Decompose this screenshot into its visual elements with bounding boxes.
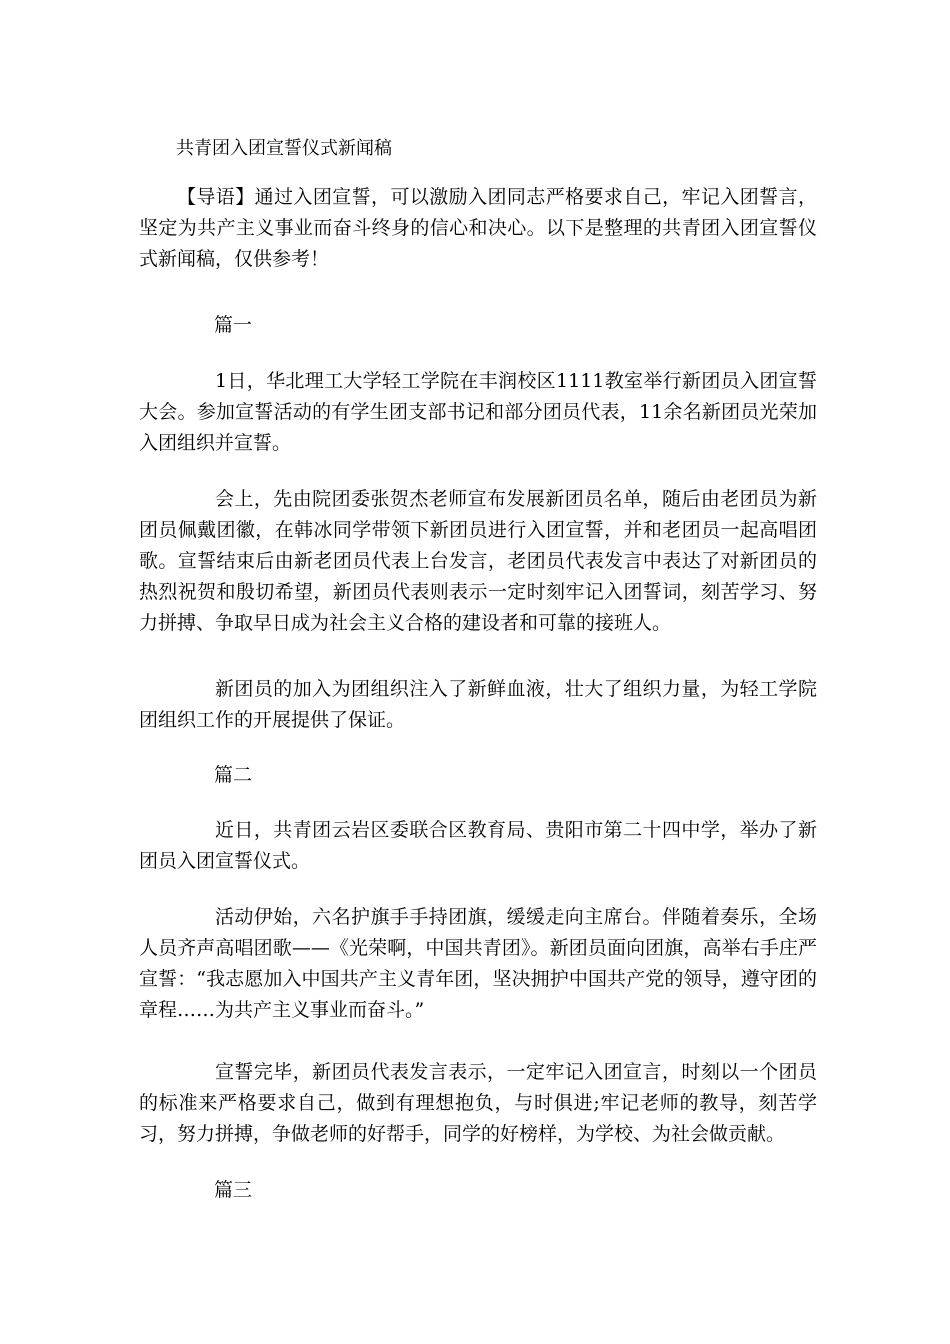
document-title: 共青团入团宣誓仪式新闻稿 [176, 138, 392, 159]
section1-paragraph-1: 1日，华北理工大学轻工学院在丰润校区1111教室举行新团员入团宣誓大会。参加宣誓活动的有学生团支部书记和部分团员代表，11余名新团员光荣加入团组织并宣誓。 [139, 370, 817, 454]
section-heading-1: 篇一 [214, 314, 253, 336]
section2-paragraph-3: 宣誓完毕，新团员代表发言表示，一定牢记入团宣言，时刻以一个团员的标准来严格要求自己，做到有理想抱负，与时俱进;牢记老师的教导，刻苦学习，努力拼搏，争做老师的好帮手，同学的好榜样，为学校、为社会做贡献。 [139, 1061, 817, 1145]
section1-paragraph-2: 会上，先由院团委张贺杰老师宣布发展新团员名单，随后由老团员为新团员佩戴团徽，在韩冰同学带领下新团员进行入团宣誓，并和老团员一起高唱团歌。宣誓结束后由新老团员代表上台发言，老团员代表发言中表达了对新团员的热烈祝贺和殷切希望，新团员代表则表示一定时刻牢记入团誓词，刻苦学习、努力拼搏、争取早日成为社会主义合格的建设者和可靠的接班人。 [139, 488, 817, 634]
intro-paragraph: 【导语】通过入团宣誓，可以激励入团同志严格要求自己，牢记入团誓言，坚定为共产主义事业而奋斗终身的信心和决心。以下是整理的共青团入团宣誓仪式新闻稿，仅供参考！ [139, 186, 817, 270]
section2-paragraph-2: 活动伊始，六名护旗手手持团旗，缓缓走向主席台。伴随着奏乐，全场人员齐声高唱团歌——《光荣啊，中国共青团》。新团员面向团旗，高举右手庄严宣誓：“我志愿加入中国共产主义青年团，坚决拥护中国共产党的领导，遵守团的章程……为共产主义事业而奋斗。” [139, 906, 817, 1021]
section1-paragraph-3: 新团员的加入为团组织注入了新鲜血液，壮大了组织力量，为轻工学院团组织工作的开展提供了保证。 [139, 678, 817, 731]
section-heading-3: 篇三 [214, 1179, 253, 1201]
section-heading-2: 篇二 [214, 764, 253, 786]
section2-paragraph-1: 近日，共青团云岩区委联合区教育局、贵阳市第二十四中学，举办了新团员入团宣誓仪式。 [139, 819, 817, 872]
